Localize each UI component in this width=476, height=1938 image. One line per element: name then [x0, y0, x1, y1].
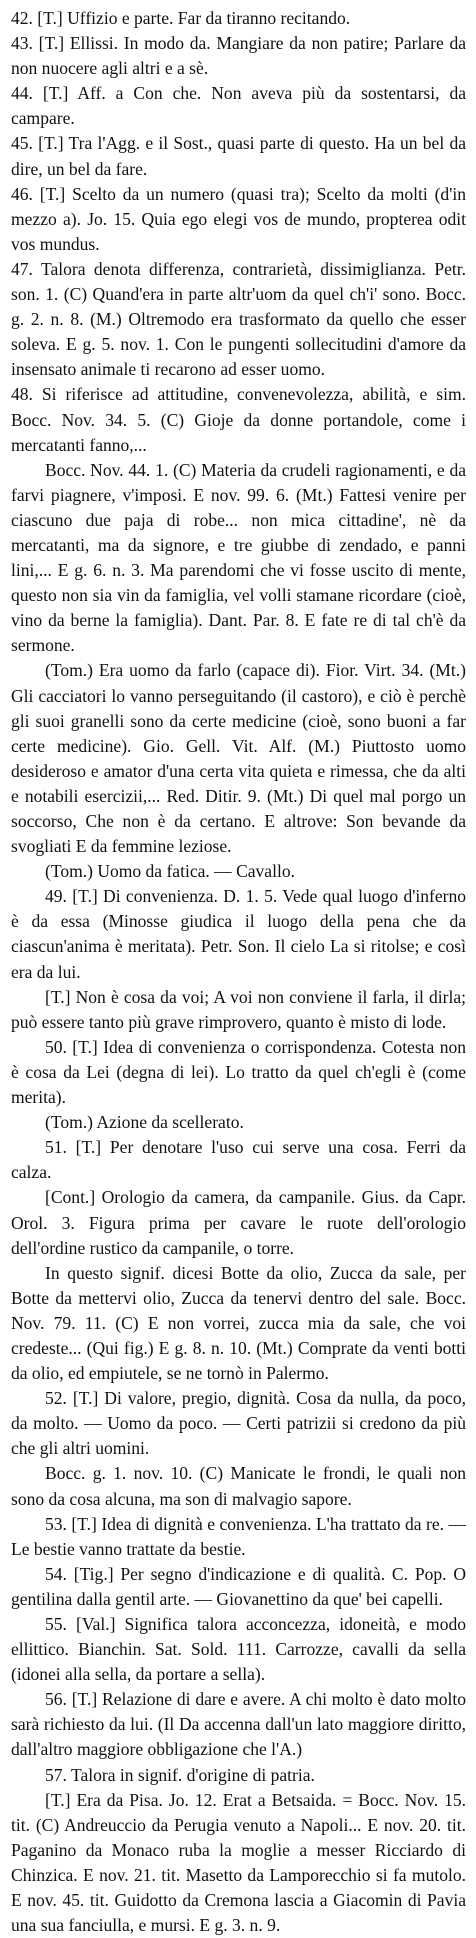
- entry-50-continuation: (Tom.) Azione da scellerato.: [45, 1112, 244, 1133]
- entry-51: 51. [T.] Per denotare l'uso cui serve una cosa. Ferri da calza.: [11, 1137, 466, 1183]
- entry-49: 49. [T.] Di convenienza. D. 1. 5. Vede qual luogo d'inferno è da essa (Minosse giudica il luogo della pena che da ciascun'anima è meritata). Petr. Son. Il cielo La si ritolse; e così era da lui.: [11, 886, 466, 982]
- entry-48-continuation-2: (Tom.) Era uomo da farlo (capace di). Fior. Virt. 34. (Mt.) Gli cacciatori lo vanno perseguitando (il castoro), e ciò è perchè gli suoi granelli sono da certe medicine (cioè, sono buoni a far certe medicine). Gio. Gell. Vit. Alf. (M.) Piuttosto uomo desideroso e amator d'una certa vita quieta e rimessa, che da alti e notabili esercizii,... Red. Ditir. 9. (Mt.) Di quel mal porgo un soccorso, Che non è da certano. E altrove: Son bevande da svogliati E da femmine leziose.: [11, 660, 466, 857]
- entry-51-continuation-2: In questo signif. dicesi Botte da olio, Zucca da sale, per Botte da mettervi olio, Zucca da tenervi dentro del sale. Bocc. Nov. 79. 11. (C) E non vorrei, zucca mia da sale, che voi credeste... (Qui fig.) E g. 8. n. 10. (Mt.) Comprate da venti botti da olio, ed empiutele, se ne tornò in Palermo.: [11, 1262, 466, 1384]
- entry-57-continuation: [T.] Era da Pisa. Jo. 12. Erat a Betsaida. = Bocc. Nov. 15. tit. (C) Andreuccio da Perugia venuto a Napoli... E nov. 20. tit. Paganino da Monaco ruba la moglie a messer Ricciardo di Chinzica. E nov. 21. tit. Masetto da Lamporecchio si fa mutolo. E nov. 45. tit. Guidotto da Cremona lascia a Giacomin di Pavia una sua fanciulla, e mursi. E g. 3. n. 9.: [11, 1789, 466, 1936]
- entry-53: 53. [T.] Idea di dignità e convenienza. L'ha trattato da re. — Le bestie vanno trattate da bestie.: [11, 1513, 466, 1559]
- entry-44: 44. [T.] Aff. a Con che. Non aveva più da sostentarsi, da campare.: [11, 83, 466, 129]
- entry-57: 57. Talora in signif. d'origine di patria.: [45, 1764, 315, 1785]
- entry-47: 47. Talora denota differenza, contrarietà, dissimiglianza. Petr. son. 1. (C) Quand'era in parte altr'uom da quel ch'i' sono. Bocc. g. 2. n. 8. (M.) Oltremodo era trasformato da quello che esser soleva. E g. 5. nov. 1. Con le pungenti sollecitudini d'amore da insensato animale ti recarono ad esser uomo.: [11, 258, 466, 380]
- entry-45: 45. [T.] Tra l'Agg. e il Sost., quasi parte di questo. Ha un bel da dire, un bel da fare.: [11, 133, 466, 179]
- entry-43: 43. [T.] Ellissi. In modo da. Mangiare da non patire; Parlare da non nuocere agli altri e a sè.: [11, 33, 466, 79]
- entry-46: 46. [T.] Scelto da un numero (quasi tra); Scelto da molti (d'in mezzo a). Jo. 15. Quia ego elegi vos de mundo, propterea odit vos mundus.: [11, 183, 466, 254]
- entry-56: 56. [T.] Relazione di dare e avere. A chi molto è dato molto sarà richiesto da lui. (Il Da accenna dall'un lato maggiore diritto, dall'altro maggiore obbligazione che l'A.): [11, 1689, 466, 1760]
- entry-50: 50. [T.] Idea di convenienza o corrispondenza. Cotesta non è cosa da Lei (degna di lei). Lo tratto da quel ch'egli è (come merita).: [11, 1036, 466, 1108]
- entry-52: 52. [T.] Di valore, pregio, dignità. Cosa da nulla, da poco, da molto. — Uomo da poco. — Certi patrizii si credono da più che gli altri uomini.: [11, 1388, 466, 1459]
- entry-42: 42. [T.] Uffizio e parte. Far da tiranno recitando.: [11, 8, 351, 28]
- entry-54: 54. [Tig.] Per segno d'indicazione e di qualità. C. Pop. O gentilina dalla gentil arte. — Giovanettino da que' bei capelli.: [11, 1563, 466, 1609]
- entry-49-continuation: [T.] Non è cosa da voi; A voi non conviene il farla, il dirla; può essere tanto più grave rimprovero, quanto è misto di lode.: [11, 986, 466, 1032]
- entry-51-continuation-1: [Cont.] Orologio da camera, da campanile. Gius. da Capr. Orol. 3. Figura prima per cavare le ruote dell'orologio dell'ordine rustico da campanile, o torre.: [11, 1187, 466, 1258]
- entry-48-continuation-3: (Tom.) Uomo da fatica. — Cavallo.: [45, 861, 295, 882]
- entry-48: 48. Si riferisce ad attitudine, convenevolezza, abilità, e sim. Bocc. Nov. 34. 5. (C) Gioje da donne portandole, come i mercatanti fanno,...: [11, 384, 466, 455]
- entry-52-continuation: Bocc. g. 1. nov. 10. (C) Manicate le frondi, le quali non sono da cosa alcuna, ma son di malvagio sapore.: [11, 1463, 466, 1509]
- entry-48-continuation-1: Bocc. Nov. 44. 1. (C) Materia da crudeli ragionamenti, e da farvi piagnere, v'imposi. E nov. 99. 6. (Mt.) Fattesi venire per ciascuno due paja di robe... non mica cittadine', nè da mercatanti, ma da signore, e tre giubbe di zendado, e panni lini,... E g. 6. n. 3. Ma parendomi che vi fosse uscito di mente, questo non sia vin da famiglia, vel volli stamane ricordare (cioè, vino da berne la famiglia). Dant. Par. 8. E fate re di tal ch'è da sermone.: [11, 459, 466, 656]
- entry-55: 55. [Val.] Significa talora acconcezza, idoneità, e modo ellittico. Bianchin. Sat. Sold. 111. Carrozze, cavalli da sella (idonei alla sella, da portare a sella).: [11, 1614, 466, 1685]
